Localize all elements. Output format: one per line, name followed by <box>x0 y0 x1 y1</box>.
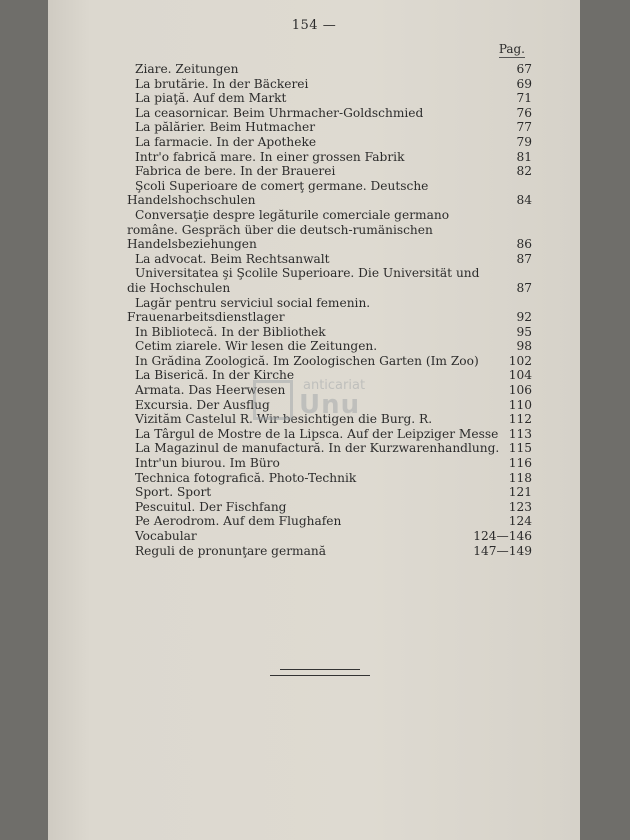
page-column-header: Pag. <box>498 42 525 56</box>
toc-entry-title: La pălărier. Beim Hutmacher <box>135 120 316 135</box>
toc-entry-page: 98 <box>516 339 532 354</box>
toc-entry <box>127 529 532 544</box>
toc-entry <box>127 427 532 442</box>
toc-entry-page: 77 <box>516 120 532 135</box>
toc-entry-page: 86 <box>516 237 532 252</box>
toc-entry-title: La Târgul de Mostre de la Lipsca. Auf der Leipziger Messe <box>135 426 499 441</box>
toc-entry-page: 81 <box>516 149 532 164</box>
closing-rule-bottom <box>270 675 370 676</box>
toc-entry-page: 82 <box>516 164 532 179</box>
toc-entry-page: 84 <box>516 193 532 208</box>
book-page <box>48 0 580 840</box>
toc-entry <box>127 266 532 295</box>
toc-entry-title: Cetim ziarele. Wir lesen die Zeitungen. <box>135 339 378 354</box>
toc-entry-page: 104 <box>508 368 532 383</box>
toc-entry <box>127 544 532 559</box>
toc-entry-page: 87 <box>516 280 532 295</box>
toc-entry <box>127 150 532 165</box>
toc-entry <box>127 62 532 77</box>
toc-entry-title: Intr'un biurou. Im Büro <box>135 456 280 471</box>
toc-entry <box>127 106 532 121</box>
toc-entry-title: La farmacie. In der Apotheke <box>135 134 317 149</box>
toc-entry-page: 76 <box>516 105 532 120</box>
toc-entry <box>127 441 532 456</box>
toc-entry-page: 69 <box>516 76 532 91</box>
toc-entry-page: 118 <box>508 470 532 485</box>
toc-entry-page: 102 <box>508 353 532 368</box>
toc-entry <box>127 120 532 135</box>
toc-entry-title: La advocat. Beim Rechtsanwalt <box>135 251 330 266</box>
toc-entry-title: La Magazinul de manufactură. In der Kurzwarenhandlung. <box>135 441 500 456</box>
toc-entry-title: Pescuitul. Der Fischfang <box>135 499 287 514</box>
closing-rule-top <box>280 669 360 670</box>
toc-entry-page: 110 <box>508 397 532 412</box>
toc-entry-page: 116 <box>508 456 532 471</box>
toc-entry <box>127 383 532 398</box>
toc-entry <box>127 179 532 208</box>
toc-entry-title: La piaţă. Auf dem Markt <box>135 91 287 106</box>
toc-entry-title: Ziare. Zeitungen <box>135 62 239 76</box>
toc-entry <box>127 164 532 179</box>
toc-entry <box>127 368 532 383</box>
toc-entry-title: Universitatea şi Şcolile Superioare. Die Universität und die Hochschulen <box>127 266 480 295</box>
watermark-main-text: Unu <box>299 390 361 420</box>
toc-entry <box>127 412 532 427</box>
toc-entry-page: 71 <box>516 91 532 106</box>
toc-entry-title: In Grădina Zoologică. Im Zoologischen Garten (Im Zoo) <box>135 353 479 368</box>
toc-entry-title: Armata. Das Heerwesen <box>135 383 286 398</box>
toc-entry-page: 123 <box>508 499 532 514</box>
toc-entry-page: 67 <box>516 62 532 76</box>
toc-entry <box>127 252 532 267</box>
toc-entry <box>127 296 532 325</box>
toc-entry <box>127 135 532 150</box>
toc-entry-page: 124—146 <box>473 529 532 543</box>
toc-entry-page: 106 <box>508 383 532 398</box>
toc-entry <box>127 456 532 471</box>
toc-entry-title: Sport. Sport <box>135 485 212 500</box>
toc-entry-title: La Biserică. In der Kirche <box>135 368 295 383</box>
toc-entry-title: La brutărie. In der Bäckerei <box>135 76 309 91</box>
toc-entry-page: 115 <box>508 441 532 456</box>
toc-entry-page: 147—149 <box>473 543 532 558</box>
table-of-contents <box>127 62 532 558</box>
toc-entry-title: Şcoli Superioare de comerţ germane. Deutsche Handelshochschulen <box>127 178 429 208</box>
toc-entry-title: Excursia. Der Ausflug <box>135 397 270 412</box>
toc-entry-page: 112 <box>508 412 532 427</box>
toc-entry <box>127 514 532 529</box>
toc-entry-title: Vocabular <box>135 529 197 543</box>
toc-entry-title: Reguli de pronunţare germană <box>135 543 326 558</box>
toc-entry-page: 121 <box>508 485 532 500</box>
toc-entry <box>127 339 532 354</box>
toc-entry-page: 92 <box>516 310 532 325</box>
watermark-top-text: anticariat <box>303 378 366 393</box>
toc-entry <box>127 398 532 413</box>
page-number: 154 — <box>291 18 337 33</box>
toc-entry-title: La ceasornicar. Beim Uhrmacher-Goldschmied <box>135 105 424 120</box>
toc-entry-title: Pe Aerodrom. Auf dem Flughafen <box>135 514 342 529</box>
toc-entry-page: 95 <box>516 324 532 339</box>
toc-entry-title: Technica fotografică. Photo-Technik <box>135 470 357 485</box>
toc-entry-title: Intr'o fabrică mare. In einer grossen Fabrik <box>135 149 405 164</box>
toc-entry-title: Fabrica de bere. In der Brauerei <box>135 164 336 179</box>
toc-entry <box>127 91 532 106</box>
toc-entry-page: 124 <box>508 514 532 529</box>
toc-entry-page: 113 <box>508 426 532 441</box>
toc-entry-title: Conversaţie despre legăturile comerciale germano române. Gespräch über die deutsch-rumänischen Handelsbeziehungen <box>127 207 450 252</box>
toc-entry <box>127 485 532 500</box>
toc-entry-title: Lagăr pentru serviciul social femenin. Frauenarbeitsdienstlager <box>127 295 371 325</box>
toc-entry-page: 79 <box>516 134 532 149</box>
toc-entry-title: In Bibliotecă. In der Bibliothek <box>135 324 326 339</box>
toc-entry <box>127 500 532 515</box>
toc-entry-title: Vizităm Castelul R. Wir besichtigen die Burg. R. <box>135 412 433 427</box>
toc-entry <box>127 325 532 340</box>
toc-entry-page: 87 <box>516 251 532 266</box>
toc-entry <box>127 208 532 252</box>
toc-entry <box>127 354 532 369</box>
toc-entry <box>127 471 532 486</box>
toc-entry <box>127 77 532 92</box>
